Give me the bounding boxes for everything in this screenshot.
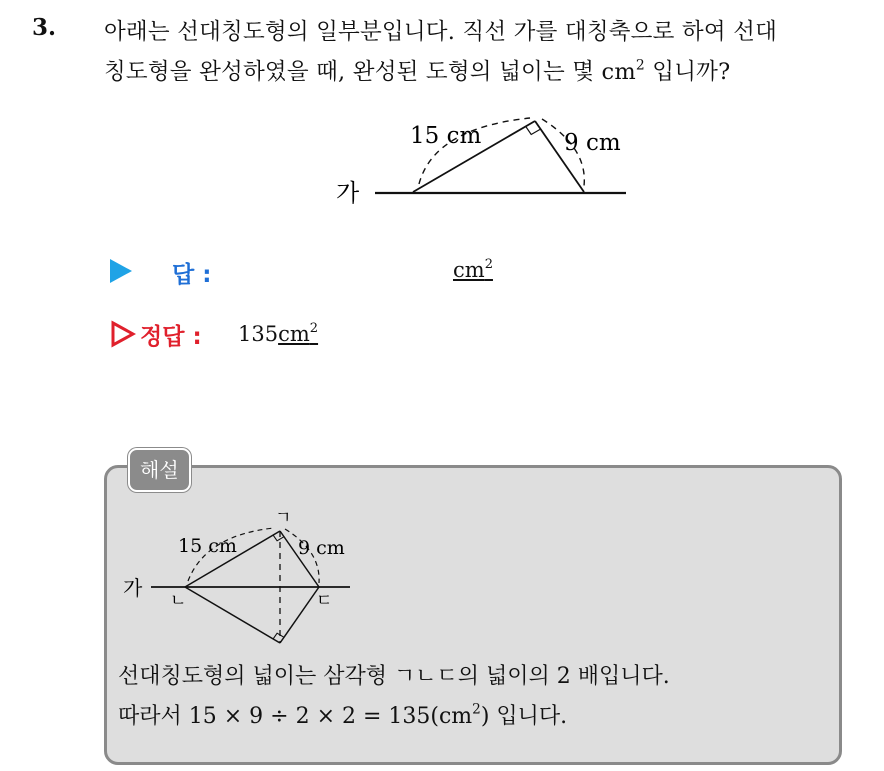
side-bottom-digeut xyxy=(280,587,319,643)
explanation-line2-exponent: 2 xyxy=(472,701,481,718)
question-line2-end: 입니까? xyxy=(644,59,731,85)
correct-unit-text: cm xyxy=(278,322,310,346)
explanation-line2-main: 따라서 15 × 9 ÷ 2 × 2 = 135(cm xyxy=(118,704,473,729)
axis-label: 가 xyxy=(123,576,143,600)
outline-arrow-icon xyxy=(110,320,136,348)
hyp-length-label: 15 cm xyxy=(178,535,237,557)
correct-answer-value xyxy=(238,322,318,346)
answer-unit xyxy=(453,258,493,282)
correct-unit xyxy=(278,322,318,346)
axis-label: 가 xyxy=(336,179,360,207)
play-arrow-icon xyxy=(110,259,132,283)
vertex-giyeok: ㄱ xyxy=(275,508,292,528)
hyp-length-label: 15 cm xyxy=(410,123,482,149)
leg-length-label: 9 cm xyxy=(298,537,345,559)
right-angle-mark-top xyxy=(273,535,284,541)
side-nieun-bottom xyxy=(185,587,280,643)
question-text-line1: 아래는 선대칭도형의 일부분입니다. 직선 가를 대칭축으로 하여 선대 xyxy=(104,19,777,45)
vertex-nieun: ㄴ xyxy=(170,591,187,611)
correct-number: 135 xyxy=(238,322,279,346)
question-line2-exponent: 2 xyxy=(635,57,645,74)
explanation-line1: 선대칭도형의 넓이는 삼각형 ㄱㄴㄷ의 넓이의 2 배입니다. xyxy=(118,664,670,689)
correct-unit-exponent: 2 xyxy=(309,320,319,336)
explanation-line2 xyxy=(118,699,567,730)
leg-length-label: 9 cm xyxy=(564,130,621,156)
question-text-line2 xyxy=(104,54,730,86)
correct-answer-label: 정답 : xyxy=(140,324,202,350)
explanation-tab: 해설 xyxy=(128,448,191,492)
right-angle-mark xyxy=(526,126,541,134)
question-line2-main: 칭도형을 완성하였을 때, 완성된 도형의 넓이는 몇 cm xyxy=(104,59,636,85)
answer-unit-text: cm xyxy=(453,258,485,282)
question-number: 3. xyxy=(32,14,57,41)
vertex-digeut: ㄷ xyxy=(316,591,333,611)
explanation-line2-end: ) 입니다. xyxy=(480,704,568,729)
completed-figure xyxy=(118,505,358,653)
answer-label: 답 : xyxy=(172,262,212,288)
partial-figure xyxy=(330,108,640,213)
answer-unit-exponent: 2 xyxy=(484,256,493,272)
right-angle-mark-bottom xyxy=(273,633,284,639)
